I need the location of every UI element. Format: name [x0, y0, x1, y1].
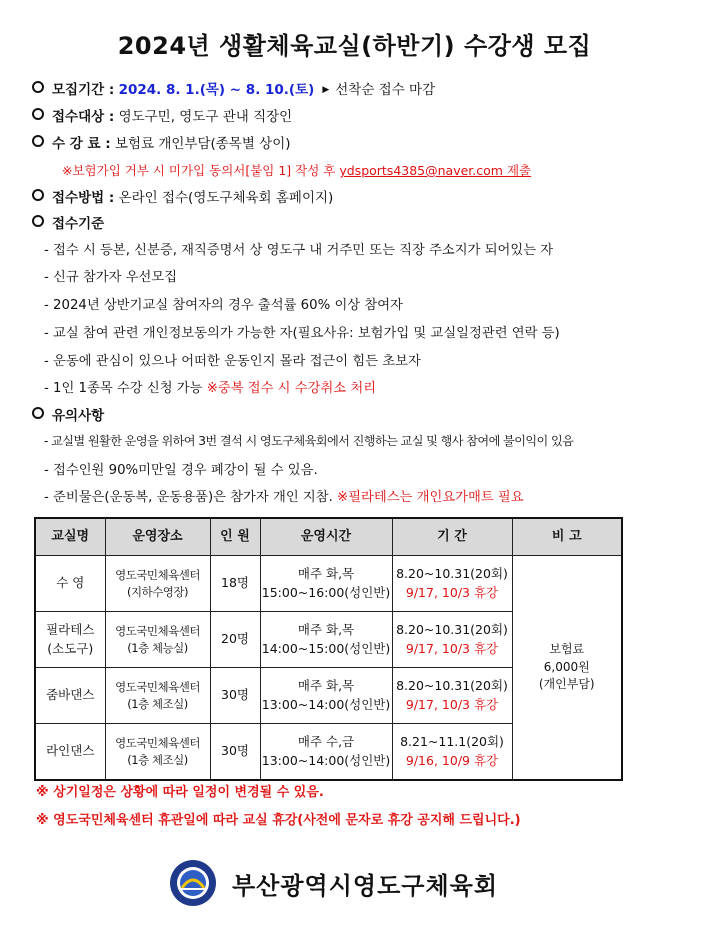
criteria-item: - 교실 참여 관련 개인정보동의가 가능한 자(필요사유: 보험가입 및 교실일정관련 연락 등): [44, 326, 560, 341]
notes-item3: - 준비물은(운동복, 운동용품)은 참가자 개인 지참.: [44, 490, 333, 505]
organization-signature: [168, 856, 498, 910]
circle-bullet-icon: [32, 81, 44, 93]
fee-note: [62, 161, 531, 179]
period-value: 2024. 8. 1.(목) ~ 8. 10.(토): [118, 82, 315, 98]
class-period: 8.20~10.31(20회) 9/17, 10/3 휴강: [392, 556, 512, 612]
circle-bullet-icon: [32, 407, 44, 419]
class-name: 필라테스 (소도구): [35, 612, 105, 668]
notes-item: - 교실별 원활한 운영을 위하여 3번 결석 시 영도구체육회에서 진행하는 교실 및 행사 참여에 불이익이 있음: [44, 434, 574, 448]
notes-item: [44, 486, 524, 505]
class-count: 30명: [210, 724, 260, 781]
page-title: 2024년 생활체육교실(하반기) 수강생 모집: [117, 32, 592, 60]
criteria-item: - 접수 시 등본, 신분증, 재직증명서 상 영도구 내 거주민 또는 직장 주소지가 되어있는 자: [44, 243, 554, 258]
class-place: 영도국민체육센터 (1층 체능실): [105, 612, 210, 668]
table-row: [35, 556, 622, 612]
target-value: 영도구민, 영도구 관내 직장인: [118, 109, 293, 125]
remark-cell: 보험료 6,000원 (개인부담): [512, 556, 622, 781]
section-target: [32, 105, 292, 125]
email-link[interactable]: ydsports4385@naver.com 제출: [339, 163, 532, 178]
criteria-item: - 운동에 관심이 있으나 어떠한 운동인지 몰라 접근이 힘든 초보자: [44, 354, 421, 369]
notes-item: - 접수인원 90%미만일 경우 폐강이 될 수 있음.: [44, 463, 318, 478]
class-time: 매주 화,목 13:00~14:00(성인반): [260, 668, 392, 724]
class-name: 라인댄스: [35, 724, 105, 781]
section-method: [32, 186, 333, 206]
class-count: 18명: [210, 556, 260, 612]
triangle-right-icon: ▶: [322, 85, 330, 95]
organization-name: 부산광역시영도구체육회: [232, 871, 499, 900]
header-place: 운영장소: [105, 518, 210, 556]
header-class: 교실명: [35, 518, 105, 556]
notes-label: 유의사항: [52, 408, 105, 424]
class-place: 영도국민체육센터 (지하수영장): [105, 556, 210, 612]
period-label: 모집기간 :: [52, 82, 115, 98]
circle-bullet-icon: [32, 189, 44, 201]
section-criteria: [32, 212, 104, 232]
header-time: 운영시간: [260, 518, 392, 556]
criteria-item: - 2024년 상반기교실 참여자의 경우 출석률 60% 이상 참여자: [44, 298, 403, 313]
class-name: 줌바댄스: [35, 668, 105, 724]
class-place: 영도국민체육센터 (1층 체조실): [105, 724, 210, 781]
circle-bullet-icon: [32, 108, 44, 120]
header-count: 인 원: [210, 518, 260, 556]
criteria-label: 접수기준: [52, 216, 105, 232]
class-count: 20명: [210, 612, 260, 668]
circle-bullet-icon: [32, 215, 44, 227]
fee-note-text: ※보험가입 거부 시 미가입 동의서[붙임 1] 작성 후: [62, 163, 336, 178]
header-period: 기 간: [392, 518, 512, 556]
class-time: 매주 수,금 13:00~14:00(성인반): [260, 724, 392, 781]
header-remark: 비 고: [512, 518, 622, 556]
criteria-item: - 신규 참가자 우선모집: [44, 270, 178, 285]
footnote: ※ 영도국민체육센터 휴관일에 따라 교실 휴강(사전에 문자로 휴강 공지해 드립니다.): [36, 813, 521, 828]
section-fee: [32, 132, 291, 152]
method-value: 온라인 접수(영도구체육회 홈페이지): [118, 190, 334, 206]
section-period: [32, 78, 435, 98]
circle-bullet-icon: [32, 135, 44, 147]
table-header-row: [35, 518, 622, 556]
fee-label: 수 강 료 :: [52, 136, 111, 152]
footnote: ※ 상기일정은 상황에 따라 일정이 변경될 수 있음.: [36, 785, 324, 800]
criteria-item: [44, 377, 376, 396]
period-extra: 선착순 접수 마감: [335, 82, 436, 98]
criteria-last-item: - 1인 1종목 수강 신청 가능: [44, 381, 203, 396]
class-place: 영도국민체육센터 (1층 체조실): [105, 668, 210, 724]
class-period: 8.21~11.1(20회) 9/16, 10/9 휴강: [392, 724, 512, 781]
criteria-last-item-warning: ※중복 접수 시 수강취소 처리: [206, 381, 377, 396]
target-label: 접수대상 :: [52, 109, 115, 125]
notes-item3-warning: ※필라테스는 개인요가매트 필요: [337, 490, 524, 505]
schedule-table: [34, 517, 623, 781]
class-period: 8.20~10.31(20회) 9/17, 10/3 휴강: [392, 668, 512, 724]
class-name: 수 영: [35, 556, 105, 612]
class-period: 8.20~10.31(20회) 9/17, 10/3 휴강: [392, 612, 512, 668]
fee-value: 보험료 개인부담(종목별 상이): [114, 136, 291, 152]
class-time: 매주 화,목 15:00~16:00(성인반): [260, 556, 392, 612]
class-count: 30명: [210, 668, 260, 724]
organization-logo-icon: [168, 858, 218, 908]
class-time: 매주 화,목 14:00~15:00(성인반): [260, 612, 392, 668]
section-notes: [32, 404, 104, 424]
method-label: 접수방법 :: [52, 190, 115, 206]
